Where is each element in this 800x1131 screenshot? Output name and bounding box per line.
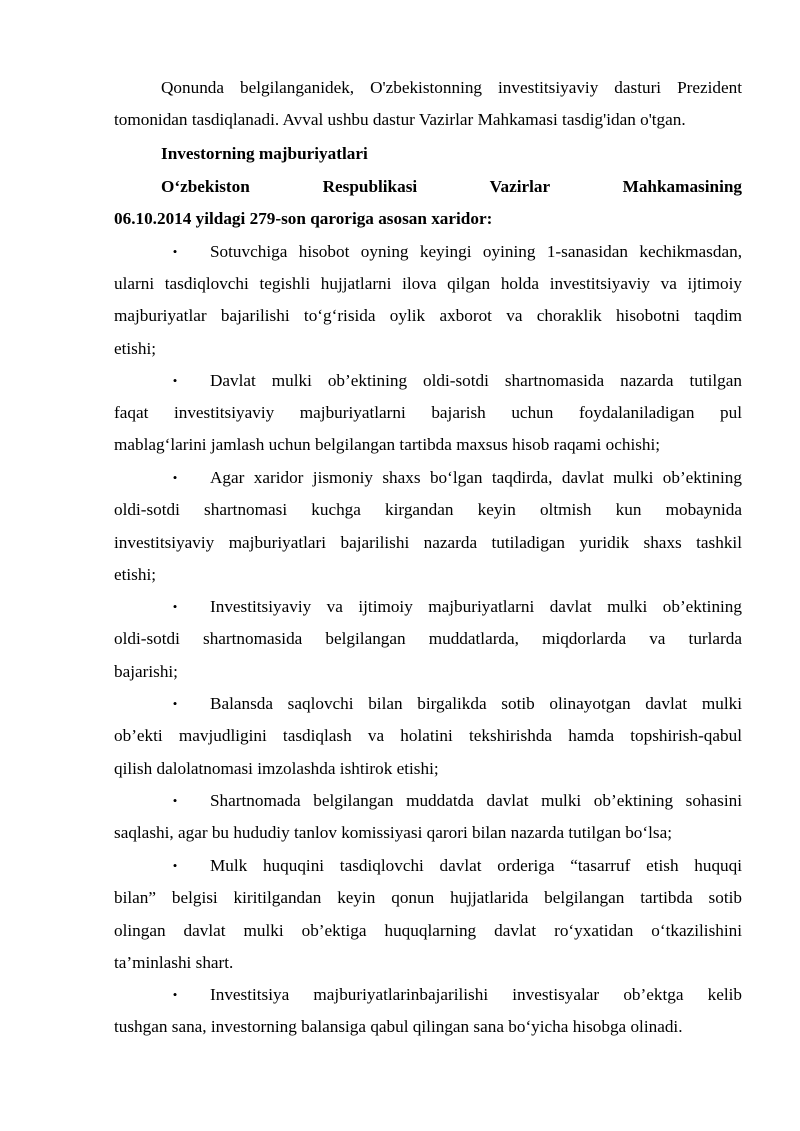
bullet-line: Balansda saqlovchi bilan birgalikda sotib olinayotgan davlat mulki: [210, 694, 742, 713]
bullet-line: bilan” belgisi kiritilgandan keyin qonun hujjatlarida belgilangan tartibda sotib: [114, 888, 742, 907]
bullet-line: qilish dalolatnomasi imzolashda ishtirok etishi;: [114, 759, 439, 778]
bullet-line: ta’minlashi shart.: [114, 953, 234, 972]
bullet-line: Mulk huquqini tasdiqlovchi davlat orderiga “tasarruf etish huquqi: [210, 856, 742, 875]
bullet-line: majburiyatlar bajarilishi to‘g‘risida oylik axborot va choraklik hisobotni taqdim: [114, 306, 742, 325]
bullet-line: bajarishi;: [114, 662, 178, 681]
bullet-line: Davlat mulki ob’ektining oldi-sotdi shartnomasida nazarda tutilgan: [210, 371, 742, 390]
bullet-line: tushgan sana, investorning balansiga qabul qilingan sana bo‘yicha hisobga olinadi.: [114, 1017, 683, 1036]
bullet-marker: •: [172, 470, 178, 485]
intro-line: Qonunda belgilanganidek, O'zbekistonning investitsiyaviy dasturi Prezident: [161, 78, 742, 97]
bullet-line: faqat investitsiyaviy majburiyatlarni bajarish uchun foydalaniladigan pul: [114, 403, 742, 422]
bullet-line: Sotuvchiga hisobot oyning keyingi oyining 1-sanasidan kechikmasdan,: [210, 242, 742, 261]
bullet-line: ob’ekti mavjudligini tasdiqlash va holatini tekshirishda hamda topshirish-qabul: [114, 726, 742, 745]
bullet-marker: •: [172, 599, 178, 614]
bullet-line: Shartnomada belgilangan muddatda davlat mulki ob’ektining sohasini: [210, 791, 742, 810]
bullet-line: oldi-sotdi shartnomasida belgilangan muddatlarda, miqdorlarda va turlarda: [114, 629, 742, 648]
bullet-line: etishi;: [114, 339, 157, 358]
subheading-line: O‘zbekiston Respublikasi Vazirlar Mahkamasining: [161, 177, 742, 196]
bullet-marker: •: [172, 244, 178, 259]
bullet-line: oldi-sotdi shartnomasi kuchga kirgandan keyin oltmish kun mobaynida: [114, 500, 742, 519]
bullet-line: etishi;: [114, 565, 157, 584]
section-heading: Investorning majburiyatlari: [161, 144, 368, 163]
bullet-line: Agar xaridor jismoniy shaxs bo‘lgan taqdirda, davlat mulki ob’ektining: [210, 468, 742, 487]
bullet-line: Investitsiya majburiyatlarinbajarilishi investisyalar ob’ektga kelib: [210, 985, 742, 1004]
bullet-line: olingan davlat mulki ob’ektiga huquqlarning davlat ro‘yxatidan o‘tkazilishini: [114, 921, 742, 940]
subheading-line: 06.10.2014 yildagi 279-son qaroriga asosan xaridor:: [114, 209, 493, 228]
bullet-marker: •: [172, 987, 178, 1002]
bullet-line: saqlashi, agar bu hududiy tanlov komissiyasi qarori bilan nazarda tutilgan bo‘lsa;: [114, 823, 672, 842]
bullet-marker: •: [172, 696, 178, 711]
bullet-line: investitsiyaviy majburiyatlari bajarilishi nazarda tutiladigan yuridik shaxs tashkil: [114, 533, 742, 552]
bullet-marker: •: [172, 858, 178, 873]
bullet-marker: •: [172, 373, 178, 388]
bullet-line: ularni tasdiqlovchi tegishli hujjatlarni ilova qilgan holda investitsiyaviy va ijtimoiy: [114, 274, 742, 293]
bullet-line: mablag‘larini jamlash uchun belgilangan tartibda maxsus hisob raqami ochishi;: [114, 435, 661, 454]
bullet-marker: •: [172, 793, 178, 808]
bullet-line: Investitsiyaviy va ijtimoiy majburiyatlarni davlat mulki ob’ektining: [210, 597, 742, 616]
intro-line: tomonidan tasdiqlanadi. Avval ushbu dastur Vazirlar Mahkamasi tasdig'idan o'tgan.: [114, 110, 686, 129]
